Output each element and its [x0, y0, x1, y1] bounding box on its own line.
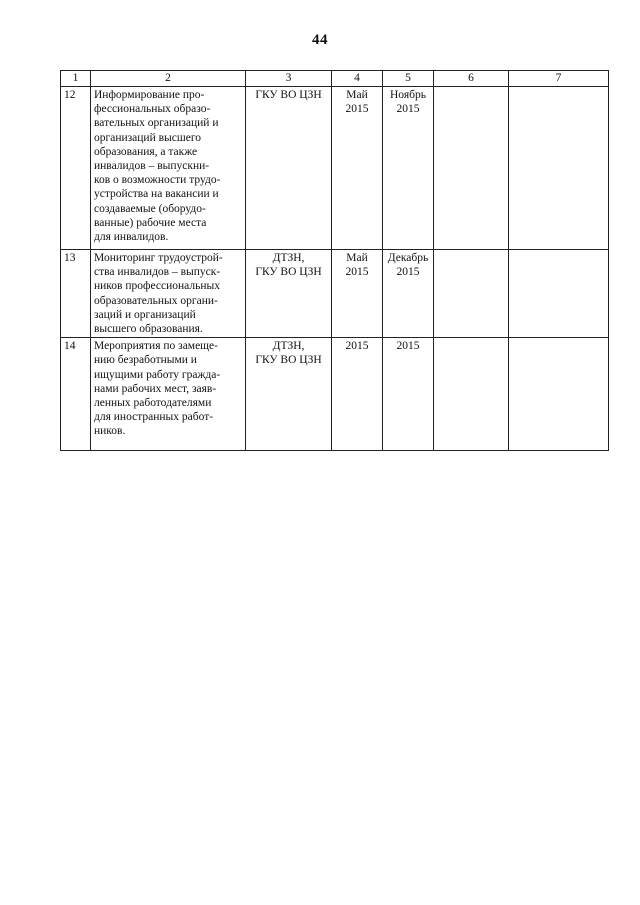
header-col-3: 3 — [246, 71, 332, 87]
event-description: Мероприятия по замеще- нию безработными и ищущими работу гражда- нами рабочих мест, заяв- ленных работодателями для иностранных работ- ников. — [91, 338, 246, 451]
start-date: Май 2015 — [332, 87, 383, 250]
executor: ДТЗН, ГКУ ВО ЦЗН — [246, 250, 332, 338]
executor: ДТЗН, ГКУ ВО ЦЗН — [246, 338, 332, 451]
table-row — [61, 338, 609, 451]
header-col-7: 7 — [509, 71, 609, 87]
column-7-cell — [509, 87, 609, 250]
column-6-cell — [434, 338, 509, 451]
header-col-5: 5 — [383, 71, 434, 87]
executor: ГКУ ВО ЦЗН — [246, 87, 332, 250]
start-date: 2015 — [332, 338, 383, 451]
table-row — [61, 250, 609, 338]
row-number: 14 — [61, 338, 91, 451]
header-col-1: 1 — [61, 71, 91, 87]
measures-table — [60, 70, 609, 451]
header-col-6: 6 — [434, 71, 509, 87]
header-col-4: 4 — [332, 71, 383, 87]
column-7-cell — [509, 338, 609, 451]
header-col-2: 2 — [91, 71, 246, 87]
column-6-cell — [434, 250, 509, 338]
end-date: Декабрь 2015 — [383, 250, 434, 338]
column-7-cell — [509, 250, 609, 338]
event-description: Мониторинг трудоустрой- ства инвалидов – выпуск- ников профессиональных образовательных органи- заций и организаций высшего образования. — [91, 250, 246, 338]
table-row — [61, 87, 609, 250]
header-row — [61, 71, 609, 87]
column-6-cell — [434, 87, 509, 250]
row-number: 12 — [61, 87, 91, 250]
row-number: 13 — [61, 250, 91, 338]
page-number: 44 — [312, 32, 328, 48]
event-description: Информирование про- фессиональных образо- вательных организаций и организаций высшего образования, а также инвалидов – выпускни- ков о возможности трудо- устройства на вакансии и создаваемые (оборудо- ванные) рабочие места для инвалидов. — [91, 87, 246, 250]
end-date: Ноябрь 2015 — [383, 87, 434, 250]
end-date: 2015 — [383, 338, 434, 451]
start-date: Май 2015 — [332, 250, 383, 338]
